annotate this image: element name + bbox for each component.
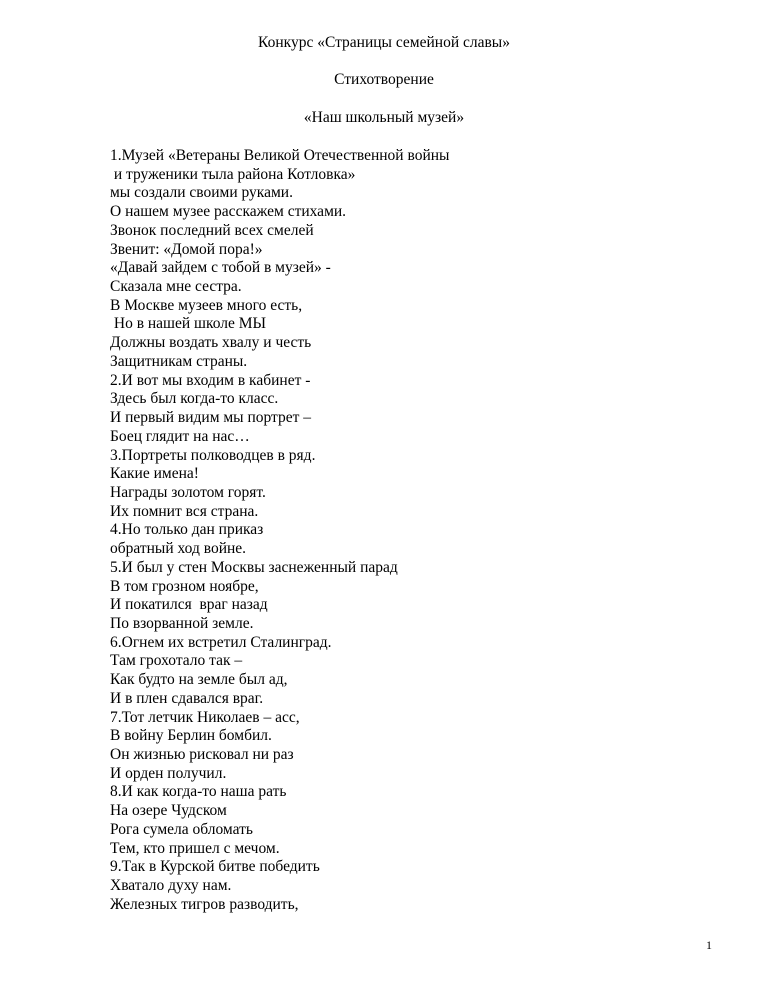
poem-line: «Давай зайдем с тобой в музей» - [110, 259, 331, 277]
poem-line: И покатился враг назад [110, 596, 268, 614]
poem-line: Боец глядит на нас… [110, 427, 250, 445]
poem-line: И орден получил. [110, 764, 227, 782]
poem-line: 4.Но только дан приказ [110, 521, 264, 539]
poem-line: В войну Берлин бомбил. [110, 727, 272, 745]
poem-line: О нашем музее расскажем стихами. [110, 203, 347, 221]
poem-line: 2.И вот мы входим в кабинет - [110, 371, 311, 389]
poem-line: Награды золотом горят. [110, 483, 266, 501]
poem-line: и труженики тыла района Котловка» [110, 165, 356, 183]
poem-line: И в плен сдавался враг. [110, 689, 264, 707]
poem-line: Он жизнью рисковал ни раз [110, 746, 294, 763]
poem-line: Как будто на земле был ад, [110, 671, 288, 689]
poem-line: 6.Огнем их встретил Сталинград. [110, 633, 332, 651]
poem-line: В Москве музеев много есть, [110, 296, 303, 314]
poem-line: Должны воздать хвалу и честь [110, 334, 312, 352]
page-number: 1 [706, 938, 712, 952]
poem-body [110, 147, 449, 914]
poem-line: Их помнит вся страна. [110, 502, 259, 520]
poem-line: мы создали своими руками. [110, 184, 293, 202]
poem-line: Хватало духу нам. [110, 877, 232, 895]
poem-line: По взорванной земле. [110, 614, 254, 632]
poem-line: Рога сумела обломать [110, 820, 253, 838]
poem-line: 5.И был у стен Москвы заснеженный парад [110, 558, 398, 576]
poem-line: Но в нашей школе МЫ [110, 315, 267, 333]
poem-line: Какие имена! [110, 465, 199, 483]
poem-line: Здесь был когда-то класс. [110, 390, 279, 408]
poem-line: Тем, кто пришел с мечом. [110, 839, 280, 857]
poem-line: Железных тигров разводить, [110, 895, 299, 913]
poem-line: обратный ход войне. [110, 540, 247, 558]
poem-line: 7.Тот летчик Николаев – асс, [110, 708, 300, 726]
poem-line: Защитникам страны. [110, 352, 248, 370]
genre-label: Стихотворение [334, 71, 434, 88]
poem-line: 1.Музей «Ветераны Великой Отечественной войны [110, 147, 450, 164]
poem-line: Звонок последний всех смелей [110, 221, 314, 239]
poem-line: 3.Портреты полководцев в ряд. [110, 446, 316, 464]
poem-line: Звенит: «Домой пора!» [110, 240, 263, 258]
poem-line: 8.И как когда-то наша рать [110, 783, 287, 801]
poem-line: 9.Так в Курской битве победить [110, 858, 320, 876]
contest-title: Конкурс «Страницы семейной славы» [258, 34, 510, 51]
poem-line: На озере Чудском [110, 802, 227, 820]
poem-title: «Наш школьный музей» [303, 109, 465, 126]
poem-line: В том грозном ноябре, [110, 577, 259, 595]
poem-line: Там грохотало так – [110, 652, 243, 670]
poem-line: Сказала мне сестра. [110, 278, 242, 296]
poem-line: И первый видим мы портрет – [110, 409, 312, 427]
